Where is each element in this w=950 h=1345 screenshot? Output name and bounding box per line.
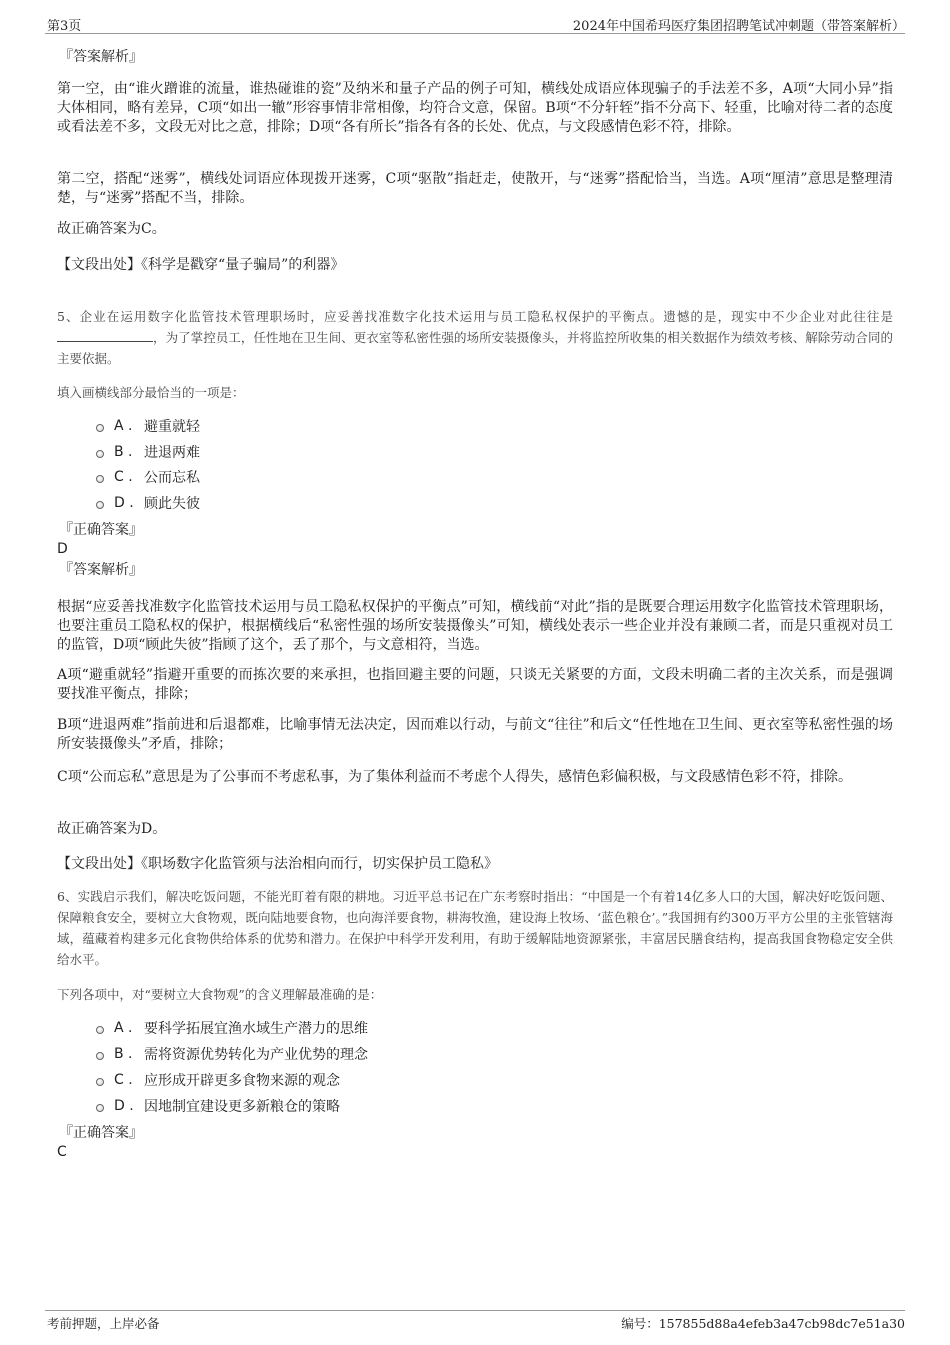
radio-icon[interactable]	[96, 450, 104, 458]
correct-answer-label: 『正确答案』	[59, 1125, 143, 1141]
analysis-paragraph: 第一空，由“谁火蹭谁的流量，谁热碰谁的瓷”及纳米和量子产品的例子可知，横线处成语应体现骗子的手法差不多，A项“大同小异”指大体相同，略有差异，C项“如出一辙”形容事情非常相像，均符合文意，保留。B项“不分轩轾”指不分高下、轻重，比喻对待二者的态度或看法差不多，文段无对比之意，排除；D项“各有所长”指各有各的长处、优点，与文段感情色彩不符，排除。	[57, 81, 893, 135]
document-code: 编号：157855d88a4efeb3a47cb98dc7e51a30	[621, 1316, 905, 1331]
analysis-conclusion: 故正确答案为D。	[57, 821, 167, 837]
analysis-label: 『答案解析』	[59, 49, 143, 65]
radio-icon[interactable]	[96, 1026, 104, 1034]
radio-icon[interactable]	[96, 1078, 104, 1086]
option-a[interactable]: A . 要科学拓展宜渔水域生产潜力的思维	[96, 1018, 368, 1038]
analysis-paragraph: 根据“应妥善找准数字化监管技术运用与员工隐私权保护的平衡点”可知，横线前“对此”指的是既要合理运用数字化监管技术管理职场，也要注重员工隐私权的保护，根据横线后“私密性强的场所安装摄像头”可知，横线处表示一些企业并没有兼顾二者，而是只重视对员工的监管，D项“顾此失彼”指顾了这个，丢了那个，与文意相符，当选。	[57, 599, 893, 653]
source-citation: 【文段出处】《科学是戳穿“量子骗局”的利器》	[57, 257, 345, 273]
analysis-paragraph: A项“避重就轻”指避开重要的而拣次要的来承担，也指回避主要的问题，只谈无关紧要的方面，文段未明确二者的主次关系，而是强调要找准平衡点，排除；	[57, 667, 893, 702]
document-title: 2024年中国希玛医疗集团招聘笔试冲刺题（带答案解析）	[572, 19, 905, 34]
correct-answer: C	[57, 1144, 67, 1160]
question-6-text: 6、实践启示我们，解决吃饭问题，不能光盯着有限的耕地。习近平总书记在广东考察时指出：“中国是一个有着14亿多人口的大国，解决好吃饭问题、保障粮食安全，要树立大食物观，既向陆地要食物，也向海洋要食物，耕海牧渔，建设海上牧场、‘蓝色粮仓’。”我国拥有约300万平方公里的主张管辖海域，蕴藏着构建多元化食物供给体系的优势和潜力。在保护中科学开发利用，有助于缓解陆地资源紧张，丰富居民膳食结构，提高我国食物稳定安全供给水平。	[57, 889, 893, 967]
analysis-paragraph: B项“进退两难”指前进和后退都难，比喻事情无法决定，因而难以行动，与前文“往往”和后文“任性地在卫生间、更衣室等私密性强的场所安装摄像头”矛盾，排除；	[57, 717, 893, 752]
option-b[interactable]: B . 进退两难	[96, 442, 200, 462]
radio-icon[interactable]	[96, 1052, 104, 1060]
option-b[interactable]: B . 需将资源优势转化为产业优势的理念	[96, 1044, 368, 1064]
header-divider	[45, 33, 905, 34]
analysis-paragraph: C项“公而忘私”意思是为了公事而不考虑私事，为了集体利益而不考虑个人得失，感情色彩偏积极，与文段感情色彩不符，排除。	[57, 769, 853, 785]
question-5-prompt: 填入画横线部分最恰当的一项是：	[57, 385, 245, 400]
option-d[interactable]: D . 顾此失彼	[96, 493, 200, 513]
option-a[interactable]: A . 避重就轻	[96, 416, 200, 436]
option-c[interactable]: C . 应形成开辟更多食物来源的观念	[96, 1070, 340, 1090]
correct-answer: D	[57, 541, 68, 557]
radio-icon[interactable]	[96, 475, 104, 483]
question-5-text: 5、企业在运用数字化监管技术管理职场时，应妥善找准数字化技术运用与员工隐私权保护的平衡点。遗憾的是，现实中不少企业对此往往是，为了掌控员工，任性地在卫生间、更衣室等私密性强的场所安装摄像头，并将监控所收集的相关数据作为绩效考核、解除劳动合同的主要依据。	[57, 309, 893, 366]
fill-blank	[57, 329, 153, 342]
radio-icon[interactable]	[96, 1104, 104, 1112]
analysis-conclusion: 故正确答案为C。	[57, 221, 166, 237]
analysis-paragraph: 第二空，搭配“迷雾”，横线处词语应体现拨开迷雾，C项“驱散”指赶走，使散开，与“迷雾”搭配恰当，当选。A项“厘清”意思是整理清楚，与“迷雾”搭配不当，排除。	[57, 171, 893, 206]
question-6-prompt: 下列各项中，对“要树立大食物观”的含义理解最准确的是：	[57, 987, 383, 1002]
option-d[interactable]: D . 因地制宜建设更多新粮仓的策略	[96, 1096, 340, 1116]
radio-icon[interactable]	[96, 501, 104, 509]
analysis-label: 『答案解析』	[59, 562, 143, 578]
footer-slogan: 考前押题，上岸必备	[47, 1316, 160, 1331]
radio-icon[interactable]	[96, 424, 104, 432]
footer-divider	[45, 1310, 905, 1311]
correct-answer-label: 『正确答案』	[59, 522, 143, 538]
page-number: 第3页	[47, 19, 82, 34]
option-c[interactable]: C . 公而忘私	[96, 467, 200, 487]
source-citation: 【文段出处】《职场数字化监管须与法治相向而行，切实保护员工隐私》	[57, 856, 498, 872]
